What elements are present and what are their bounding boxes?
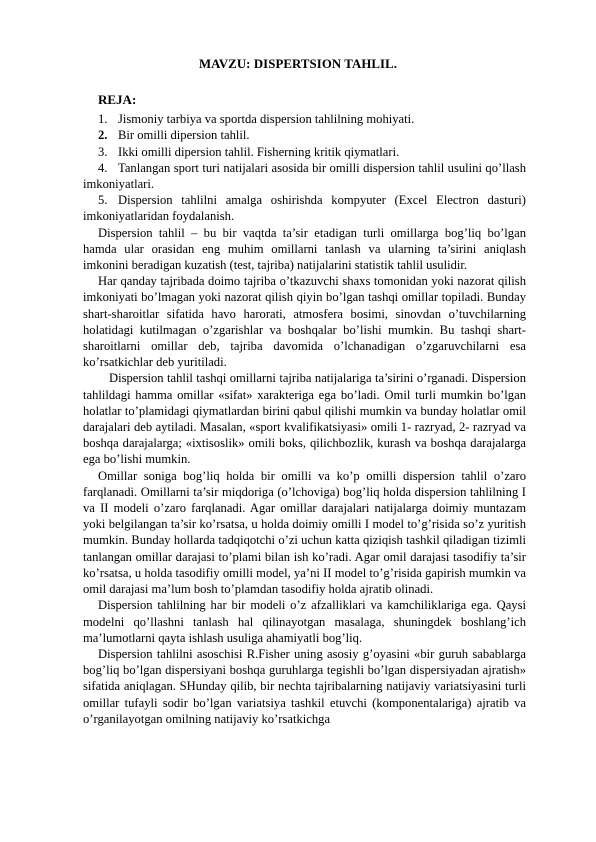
paragraph: Dispersion tahlilning har bir modeli o’z afzalliklari va kamchiliklariga ega. Qaysi modelni qo’llashni tanlash hal qilinayotgan masalaga, shuningdek boshlang’ich ma’lumotlarni qayta ishlash usuliga ahamiyatli bog’liq. [83, 598, 526, 645]
paragraph: Dispersion tahlil tashqi omillarni tajriba natijalariga ta’sirini o’rganadi. Dispersion tahlildagi hamma omillar «sifat» xarakteriga ega bo’ladi. Omil turli mumkin bo’lgan holatlar to’plamidagi qiymatlardan birini qabul qilishi mumkin va bunday holatlar omil darajalari deb aytiladi. Masalan, «sport kvalifikatsiyasi» omili 1- razryad, 2- razryad va boshqa darajalarga; «ixtisoslik» omili boks, qilichbozlik, kurash va boshqa darajalarga ega bo’lishi mumkin. [83, 371, 526, 467]
plan-item-number: 5. [98, 193, 108, 208]
plan-item-number: 2. [98, 128, 108, 143]
plan-item-number: 3. [98, 144, 108, 159]
plan-heading: REJA: [98, 92, 137, 107]
plan-item-number: 4. [98, 160, 108, 175]
plan-item [83, 192, 526, 224]
plan-item [83, 144, 526, 160]
document-body [83, 92, 526, 727]
paragraph: Dispersion tahlil – bu bir vaqtda ta’sir etadigan turli omillarga bog’liq bo’lgan hamda ular orasidan eng muhim omillarni tanlash va ularning ta’sirini aniqlash imkonini beradigan kuzatish (test, tajriba) natijalarini statistik tahlil usulidir. [83, 225, 526, 273]
paragraph: Dispersion tahlilni asoschisi R.Fisher uning asosiy g’oyasini «bir guruh sabablarga bog’liq bo’lgan dispersiyani boshqa guruhlarga tegishli bo’lgan dispersiyadan ajratish» sifatida aniqlagan. SHunday qilib, bir nechta tajribalarning natijaviy variatsiyasini turli omillar tufayli sodir bo’lgan variatsiya tashkil etuvchi (komponentalariga) ajratib va o’rganilayotgan omilning natijaviy ko’rsatkichga [83, 646, 526, 726]
plan-item-text: Bir omilli dipersion tahlil. [118, 128, 250, 143]
document-title: MAVZU: DISPERTSION TAHLIL. [198, 57, 398, 71]
plan-item-number: 1. [98, 112, 108, 127]
plan-item [83, 160, 526, 192]
paragraph: Omillar soniga bog’liq holda bir omilli va ko’p omilli dispersion tahlil o’zaro farqlanadi. Omillarni ta’sir miqdoriga (o’lchoviga) bog’liq holda dispersion tahlilning I va II modeli o’zaro farqlanadi. Agar omillar darajalari natijalarga doimiy muntazam yoki belgilangan ta’sir ko’rsatsa, u holda doimiy omilli I model to’g’risida so’z yuritish mumkin. Bunday hollarda tadqiqotchi o’zi uchun katta qiziqish tashkil qiladigan tizimli tanlangan omillar darajasi to’plami bilan ish ko’radi. Agar omil darajasi tasodifiy ta’sir ko’rsatsa, u holda tasodifiy omilli model, ya’ni II model to’g’risida gapirish mumkin va omil darajasi ma’lum bosh to’plamdan tasodifiy holda ajratib olinadi. [83, 468, 526, 597]
plan-item [83, 127, 526, 143]
plan-item-text: Ikki omilli dipersion tahlil. Fisherning kritik qiymatlari. [118, 144, 400, 159]
plan-item-text: Dispersion tahlilni amalga oshirishda kompyuter (Excel Electron dasturi) imkoniyatlaridan foydalanish. [83, 193, 526, 224]
plan-item [83, 111, 526, 127]
plan-item-text: Jismoniy tarbiya va sportda dispersion tahlilning mohiyati. [118, 112, 415, 127]
paragraph: Har qanday tajribada doimo tajriba o’tkazuvchi shaxs tomonidan yoki nazorat qilish imkoniyati bo’lmagan yoki nazorat qilish qiyin bo’lgan tashqi omillar topiladi. Bunday shart-sharoitlar sifatida havo harorati, atmosfera bosimi, sinovdan o’tuvchilarning holatidagi kutilmagan o’zgarishlar va boshqalar bo’lishi mumkin. Bu tashqi shart-sharoitlarni omillar deb, tajriba davomida o’lchanadigan o’zgaruvchilarni esa ko’rsatkichlar deb yuritiladi. [83, 274, 526, 370]
plan-item-text: Tanlangan sport turi natijalari asosida bir omilli dispersion tahlil usulini qo’llash imkoniyatlari. [83, 160, 526, 192]
